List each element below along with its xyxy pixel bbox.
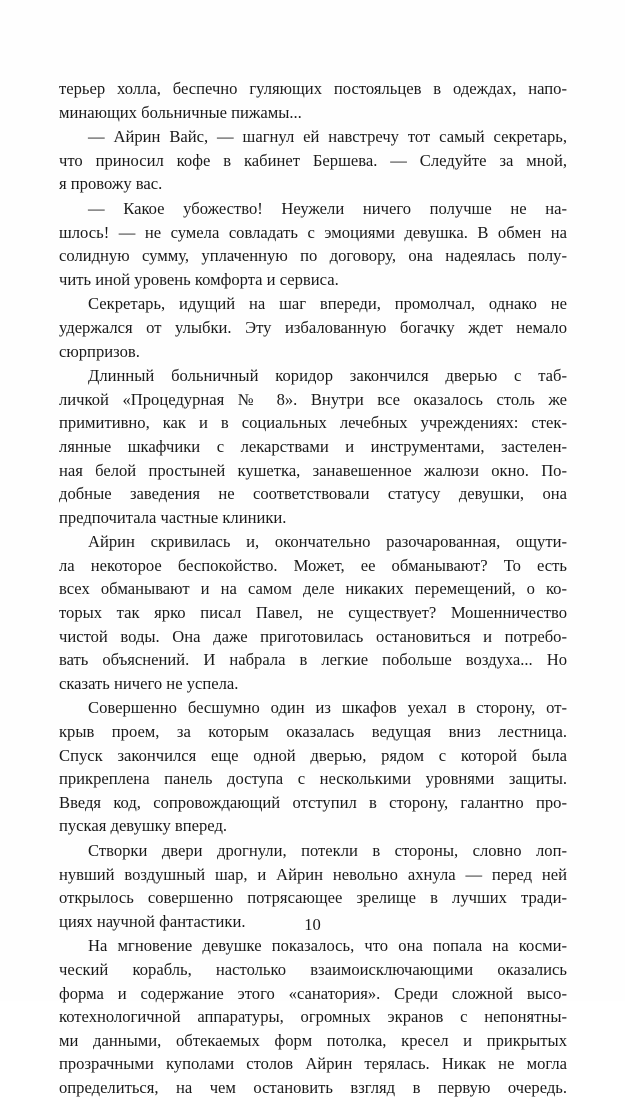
text-line: солидную сумму, уплаченную по договору, она надеялась полу-	[59, 246, 567, 266]
text-line: примитивно, как и в социальных лечебных учреждениях: стек-	[59, 413, 567, 433]
text-line: Секретарь, идущий на шаг впереди, промолчал, однако не	[88, 294, 567, 314]
text-line: прикреплена панель доступа с несколькими уровнями защиты.	[59, 769, 567, 789]
text-line: нувший воздушный шар, и Айрин невольно ахнула — перед ней	[59, 864, 567, 884]
text-line: личкой «Процедурная № 8». Внутри все оказалось столь же	[59, 389, 567, 409]
text-line: чистой воды. Она даже приготовилась остановиться и потребо-	[59, 626, 567, 646]
text-line: сюрпризов.	[59, 341, 140, 361]
text-line: всех обманывают и на самом деле никаких перемещений, о ко-	[59, 579, 567, 599]
text-line: — Какое убожество! Неужели ничего получше не на-	[88, 198, 567, 218]
text-line: прозрачными куполами столов Айрин терялась. Никак не могла	[59, 1054, 567, 1074]
text-line: пуская девушку вперед.	[59, 816, 228, 836]
text-line: шлось! — не сумела совладать с эмоциями девушка. В обмен на	[59, 222, 567, 242]
text-line: что приносил кофе в кабинет Бершева. — Следуйте за мной,	[59, 150, 567, 170]
text-line: определиться, на чем остановить взгляд в первую очередь.	[59, 1077, 567, 1097]
text-line: я провожу вас.	[59, 174, 163, 194]
text-line: На мгновение девушке показалось, что она попала на косми-	[88, 936, 567, 956]
text-line: Введя код, сопровождающий отступил в сторону, галантно про-	[59, 792, 567, 812]
text-line: минающих больничные пижамы...	[59, 102, 302, 122]
text-line: ная белой простыней кушетка, занавешенное жалюзи окно. По-	[59, 460, 567, 480]
text-line: котехнологичной аппаратуры, огромных экранов с непонятны-	[59, 1007, 567, 1027]
text-line: сказать ничего не успела.	[59, 673, 239, 693]
text-line: чить иной уровень комфорта и сервиса.	[59, 269, 339, 289]
text-line: вать объяснений. И набрала в легкие побольше воздуха... Но	[59, 650, 567, 670]
text-line: Спуск закончился еще одной дверью, рядом с которой была	[59, 745, 567, 765]
text-line: — Айрин Вайс, — шагнул ей навстречу тот самый секретарь,	[88, 127, 567, 147]
text-line: Длинный больничный коридор закончился дверью с таб-	[88, 366, 567, 386]
text-line: крыв проем, за которым оказалась ведущая вниз лестница.	[59, 722, 567, 742]
text-line: циях научной фантастики.	[59, 911, 246, 931]
body-text	[59, 77, 567, 1100]
text-line: лянные шкафчики с лекарствами и инструментами, застелен-	[59, 436, 567, 456]
text-line: открылось совершенно потрясающее зрелище в лучших тради-	[59, 888, 567, 908]
text-line: ческий корабль, настолько взаимоисключающими оказались	[59, 959, 567, 979]
text-line: ла некоторое беспокойство. Может, ее обманывают? То есть	[59, 555, 567, 575]
text-line: терьер холла, беспечно гуляющих постояльцев в одеждах, напо-	[59, 79, 567, 98]
page-number: 10	[304, 915, 321, 934]
text-line: торых так ярко писал Павел, не существует? Мошенничество	[59, 603, 567, 623]
text-line: Совершенно бесшумно один из шкафов уехал в сторону, от-	[88, 698, 567, 718]
text-line: добные заведения не соответствовали статусу девушки, она	[59, 484, 567, 504]
text-line: ми данными, обтекаемых форм потолка, кресел и прикрытых	[59, 1030, 567, 1050]
text-line: Створки двери дрогнули, потекли в стороны, словно лоп-	[88, 841, 567, 860]
text-line: Айрин скривилась и, окончательно разочарованная, ощути-	[88, 532, 567, 552]
text-line: форма и содержание этого «санатория». Среди сложной высо-	[59, 983, 567, 1003]
text-line: удержался от улыбки. Эту избалованную богачку ждет немало	[59, 317, 567, 337]
text-line: предпочитала частные клиники.	[59, 507, 287, 527]
